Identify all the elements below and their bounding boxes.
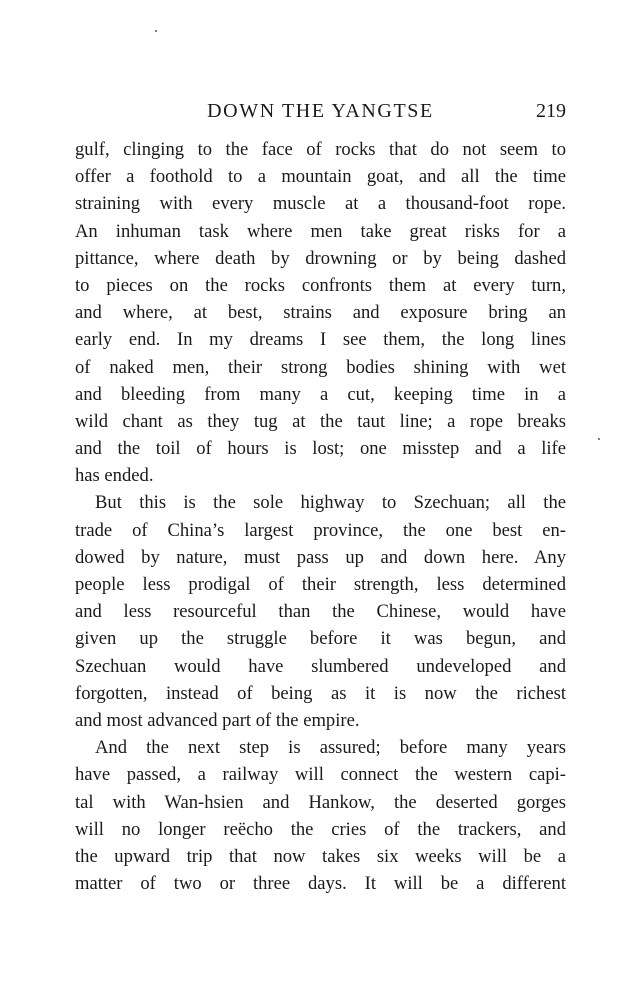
text-line: An inhuman task where men take great risks for a <box>75 220 566 242</box>
text-line: matter of two or three days. It will be a different <box>75 873 566 895</box>
text-line: pittance, where death by drowning or by being dashed <box>75 247 566 269</box>
running-head <box>75 96 566 126</box>
text-line: and less resourceful than the Chinese, would have <box>75 601 566 623</box>
text-line: But this is the sole highway to Szechuan; all the <box>95 492 566 514</box>
text-line: Szechuan would have slumbered undeveloped and <box>75 655 566 677</box>
text-line: gulf, clinging to the face of rocks that do not seem to <box>75 139 566 160</box>
paper-speck <box>155 30 157 32</box>
text-line: forgotten, instead of being as it is now the richest <box>75 682 566 704</box>
paragraph <box>75 136 566 489</box>
text-line: early end. In my dreams I see them, the long lines <box>75 329 566 351</box>
text-line: wild chant as they tug at the taut line; a rope breaks <box>75 410 566 432</box>
text-line: straining with every muscle at a thousand-foot rope. <box>75 193 566 215</box>
text-line: the upward trip that now takes six weeks will be a <box>75 845 566 867</box>
text-line: And the next step is assured; before many years <box>95 737 566 759</box>
paragraph <box>75 734 566 897</box>
text-line: and where, at best, strains and exposure bring an <box>75 302 566 324</box>
text-line: will no longer reëcho the cries of the trackers, and <box>75 818 566 840</box>
text-line: to pieces on the rocks confronts them at every turn, <box>75 274 566 296</box>
text-line: offer a foothold to a mountain goat, and all the time <box>75 166 566 188</box>
text-line: of naked men, their strong bodies shining with wet <box>75 356 566 378</box>
page-number: 219 <box>536 100 566 122</box>
body-text <box>75 136 566 897</box>
text-line: dowed by nature, must pass up and down here. Any <box>75 546 566 568</box>
text-line: has ended. <box>75 465 154 487</box>
running-title: DOWN THE YANGTSE <box>207 100 434 122</box>
text-line: given up the struggle before it was begun, and <box>75 628 566 650</box>
text-line: people less prodigal of their strength, less determined <box>75 574 566 595</box>
text-line: have passed, a railway will connect the western capi- <box>75 764 566 786</box>
paragraph <box>75 489 566 734</box>
text-line: and most advanced part of the empire. <box>75 709 360 731</box>
text-line: and bleeding from many a cut, keeping time in a <box>75 383 566 405</box>
paper-speck <box>598 438 600 440</box>
text-line: trade of China’s largest province, the one best en- <box>75 519 566 541</box>
text-line: tal with Wan-hsien and Hankow, the deserted gorges <box>75 791 566 813</box>
text-line: and the toil of hours is lost; one misstep and a life <box>75 438 566 460</box>
